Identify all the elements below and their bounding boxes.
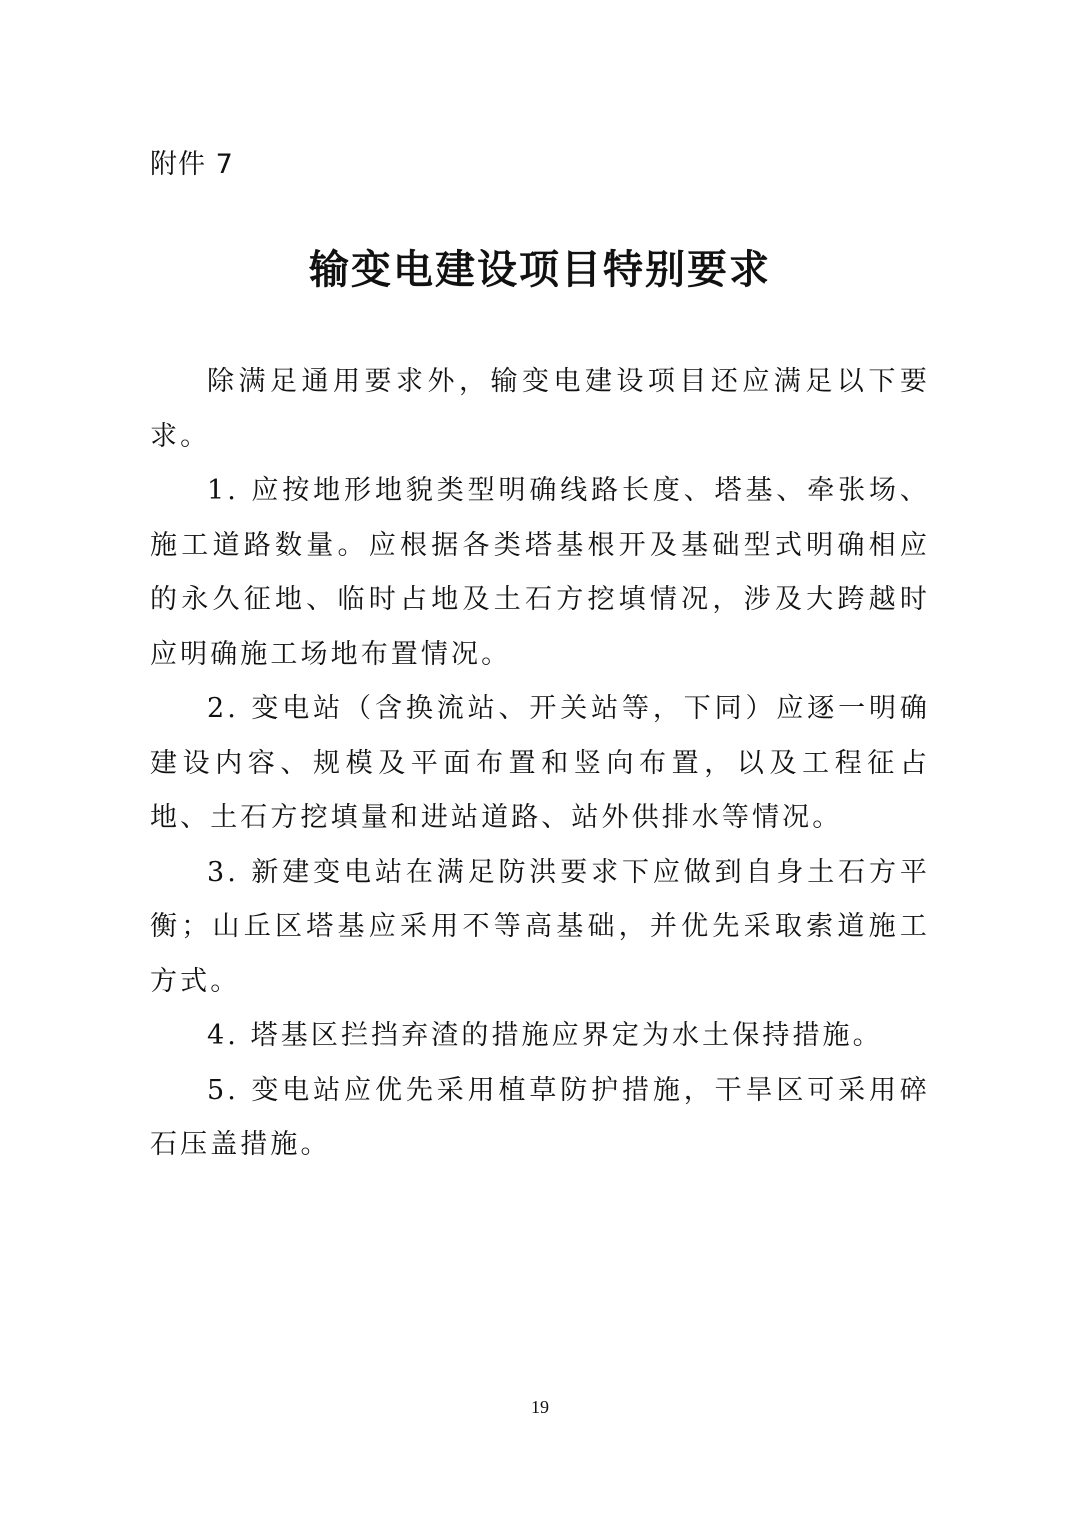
paragraph-item-3: 3. 新建变电站在满足防洪要求下应做到自身土石方平衡；山丘区塔基应采用不等高基础，并优先采取索道施工方式。 xyxy=(150,856,930,997)
page-number: 19 xyxy=(531,1397,549,1417)
body-text xyxy=(150,355,930,1173)
paragraph-item-1: 1. 应按地形地貌类型明确线路长度、塔基、牵张场、施工道路数量。应根据各类塔基根开及基础型式明确相应的永久征地、临时占地及土石方挖填情况，涉及大跨越时应明确施工场地布置情况。 xyxy=(150,475,930,670)
paragraph-item-5: 5. 变电站应优先采用植草防护措施，干旱区可采用碎石压盖措施。 xyxy=(150,1074,930,1160)
page-title: 输变电建设项目特别要求 xyxy=(309,246,771,293)
attachment-label: 附件 7 xyxy=(150,149,234,180)
paragraph-item-2: 2. 变电站（含换流站、开关站等，下同）应逐一明确建设内容、规模及平面布置和竖向布置，以及工程征占地、土石方挖填量和进站道路、站外供排水等情况。 xyxy=(150,693,930,833)
paragraph-intro: 除满足通用要求外，输变电建设项目还应满足以下要求。 xyxy=(150,366,930,452)
paragraph-item-4: 4. 塔基区拦挡弃渣的措施应界定为水土保持措施。 xyxy=(207,1020,883,1051)
